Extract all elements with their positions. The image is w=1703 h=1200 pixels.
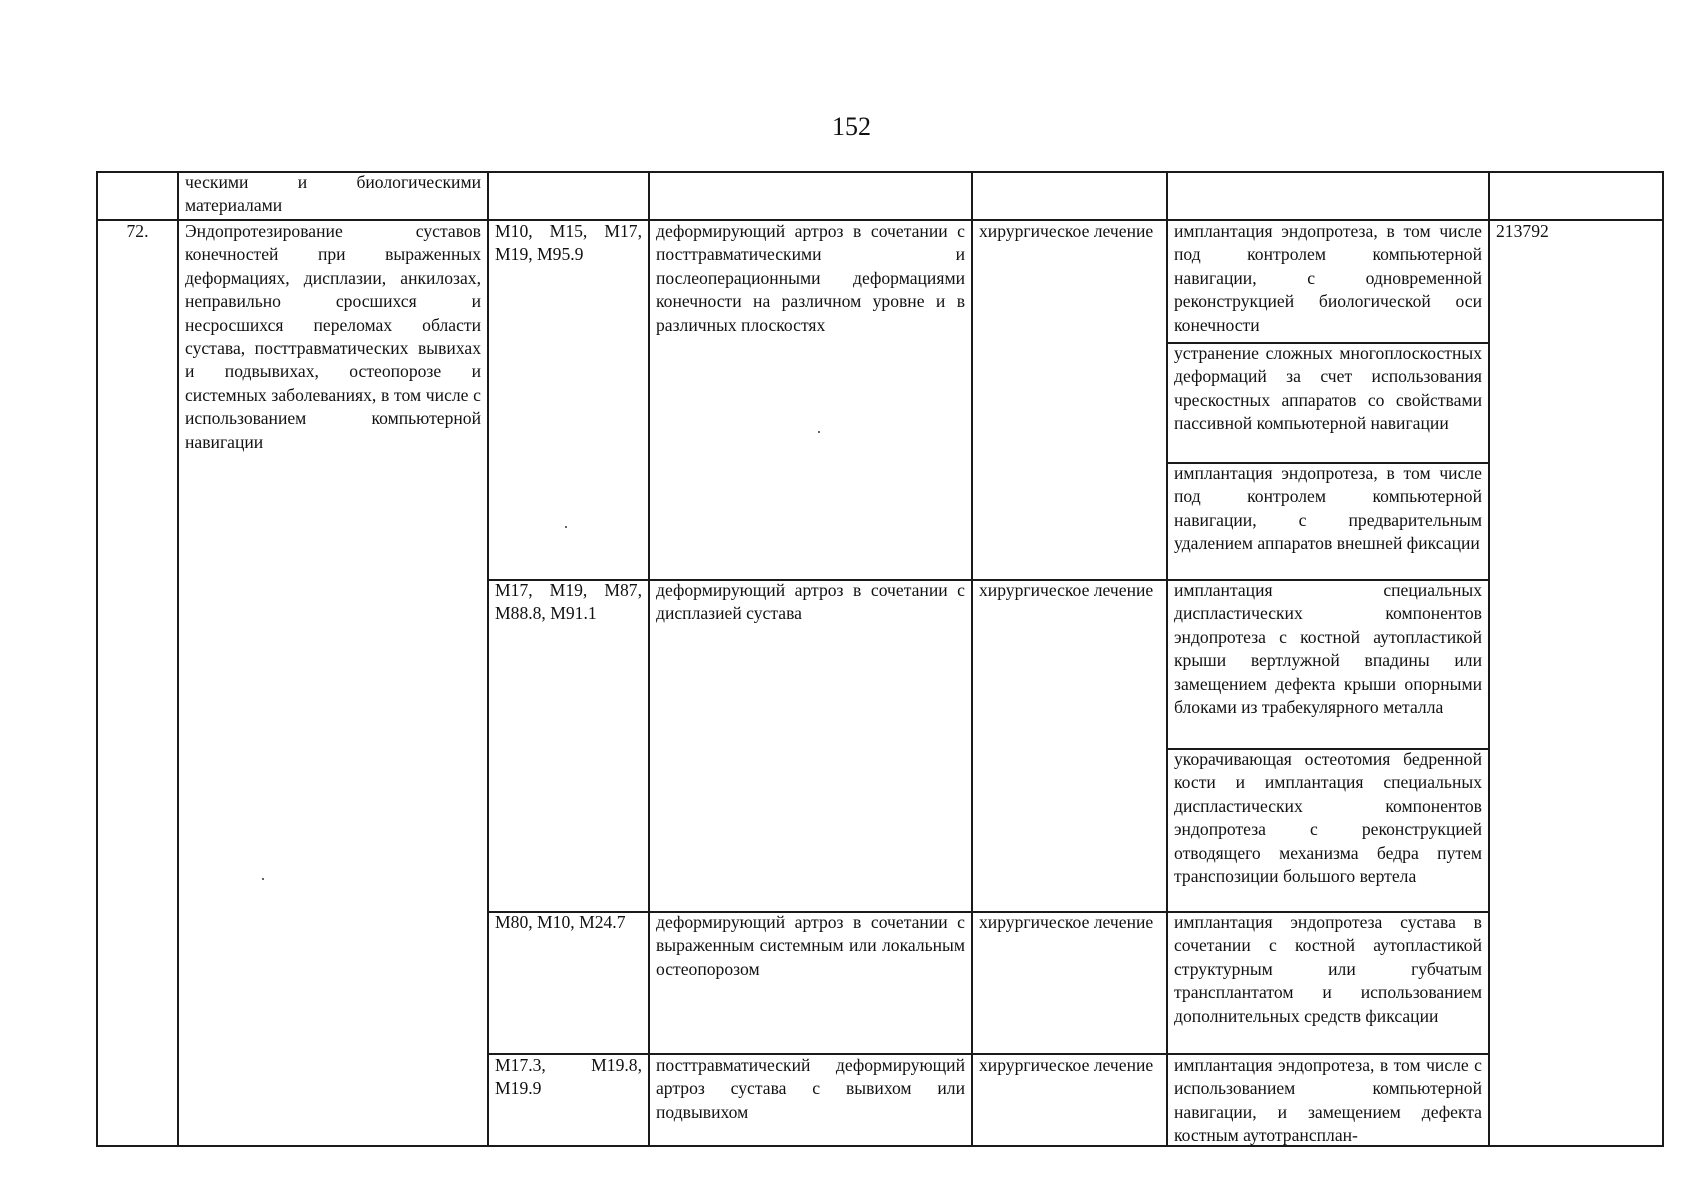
prev-row-name-cont: ческими и биологическими материалами <box>185 172 481 216</box>
treatment-type: хирургическое лечение <box>979 912 1154 932</box>
diagnosis-codes: M17, M19, M87, M88.8, M91.1 <box>495 580 642 624</box>
treatment-type: хирургическое лечение <box>979 221 1154 241</box>
patient-model: посттравматический деформирующий артроз сустава с вывихом или подвывихом <box>656 1055 965 1122</box>
procedures-table <box>96 171 1664 1147</box>
page-number: 152 <box>832 112 871 141</box>
treatment-type: хирургическое лечение <box>979 580 1154 600</box>
treatment-method: имплантация эндопротеза сустава в сочетании с костной аутопластикой структурным или губчатым трансплантатом и использованием дополнительных средств фиксации <box>1174 912 1482 1026</box>
scan-speck <box>565 526 567 528</box>
diagnosis-codes: M10, M15, M17, M19, M95.9 <box>495 221 642 265</box>
treatment-method: имплантация эндопротеза, в том числе под контролем компьютерной навигации, с предварительным удалением аппаратов внешней фиксации <box>1174 463 1482 554</box>
column-divider <box>487 171 489 1147</box>
procedure-name: Эндопротезирование суставов конечностей при выраженных деформациях, дисплазии, анкилозах, неправильно сросшихся и несросшихся переломах области сустава, посттравматических вывихах и подвывихах, остеопорозе и системных заболеваниях, в том числе с использованием компьютерной навигации <box>185 221 481 452</box>
procedure-cost: 213792 <box>1496 221 1549 241</box>
patient-model: деформирующий артроз в сочетании с посттравматическими и послеоперационными деформациями конечности на различном уровне и в различных плоскостях <box>656 221 965 335</box>
column-divider <box>971 171 973 1147</box>
column-divider <box>1488 171 1490 1147</box>
treatment-method: имплантация специальных диспластических компонентов эндопротеза с костной аутопластикой крыши вертлужной впадины или замещением дефекта крыши опорными блоками из трабекулярного металла <box>1174 580 1482 718</box>
table-border-left <box>96 171 98 1147</box>
scan-speck <box>262 878 264 880</box>
treatment-type: хирургическое лечение <box>979 1055 1154 1075</box>
treatment-method: устранение сложных многоплоскостных деформаций за счет использования чрескостных аппаратов со свойствами пассивной компьютерной навигации <box>1174 343 1482 434</box>
scan-speck <box>818 431 820 433</box>
diagnosis-codes: M80, M10, M24.7 <box>495 912 626 932</box>
treatment-method: укорачивающая остеотомия бедренной кости и имплантация специальных диспластических компонентов эндопротеза с реконструкцией отводящего механизма бедра путем транспозиции большого вертела <box>1174 749 1482 887</box>
patient-model: деформирующий артроз в сочетании с дисплазией сустава <box>656 580 965 624</box>
row-number: 72. <box>126 221 149 241</box>
treatment-method: имплантация эндопротеза, в том числе под контролем компьютерной навигации, с одновременной реконструкцией биологической оси конечности <box>1174 221 1482 335</box>
table-border-right <box>1662 171 1664 1147</box>
treatment-method: имплантация эндопротеза, в том числе с использованием компьютерной навигации, и замещением дефекта костным аутотрансплан- <box>1174 1055 1482 1146</box>
diagnosis-codes: M17.3, M19.8, M19.9 <box>495 1055 642 1099</box>
patient-model: деформирующий артроз в сочетании с выраженным системным или локальным остеопорозом <box>656 912 965 979</box>
